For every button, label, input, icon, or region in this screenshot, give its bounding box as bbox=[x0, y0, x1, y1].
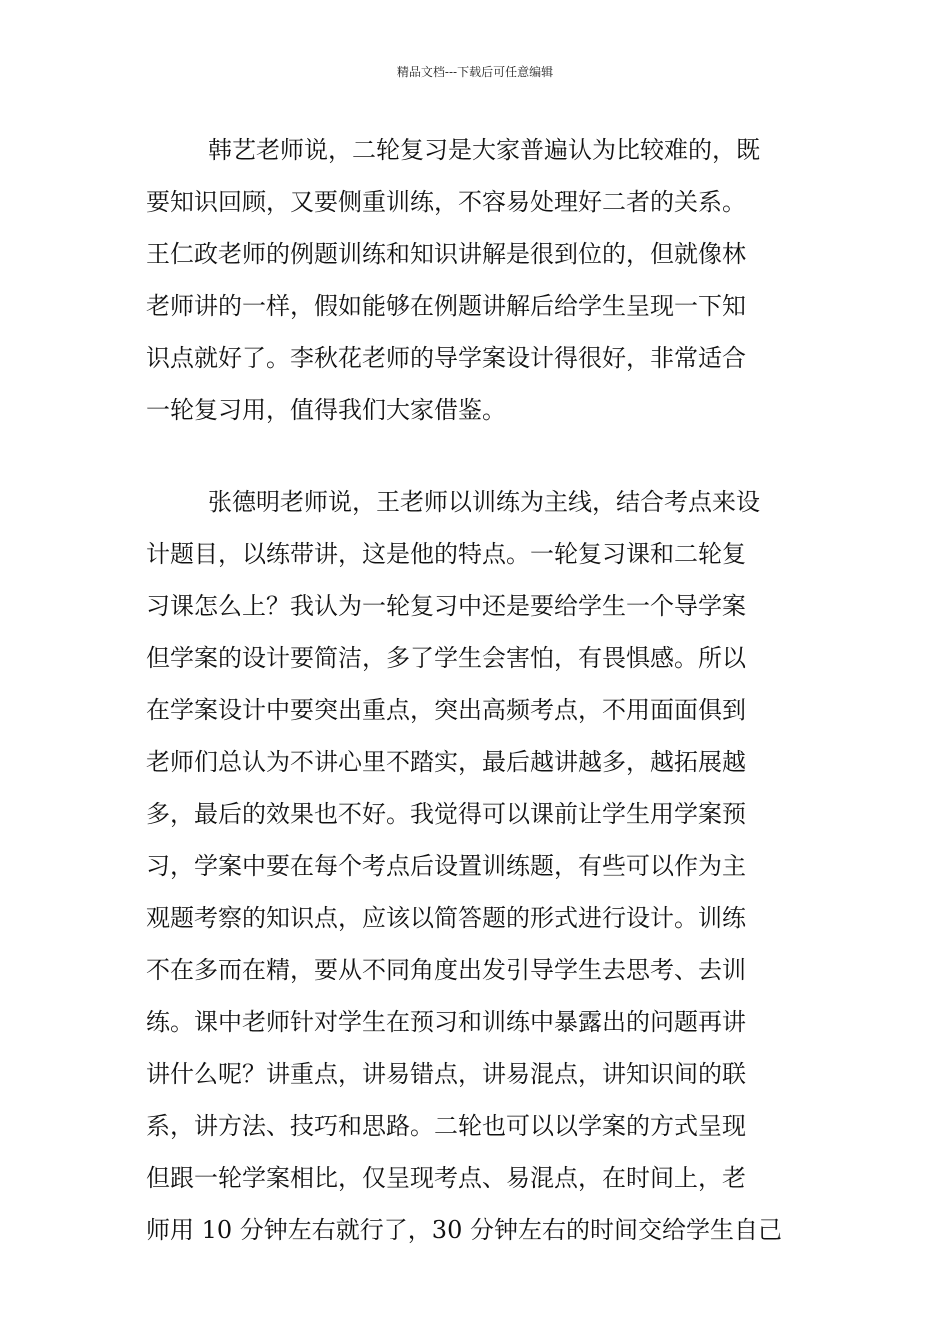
paragraph-line: 但跟一轮学案相比，仅呈现考点、易混点，在时间上，老 bbox=[146, 1164, 746, 1192]
paragraph-line: 习，学案中要在每个考点后设置训练题，有些可以作为主 bbox=[146, 852, 746, 880]
paragraph-line: 一轮复习用，值得我们大家借鉴。 bbox=[146, 396, 506, 424]
paragraph-line: 不在多而在精，要从不同角度出发引导学生去思考、去训 bbox=[146, 956, 746, 984]
paragraph-line: 识点就好了。李秋花老师的导学案设计得很好，非常适合 bbox=[146, 344, 746, 372]
paragraph-line: 要知识回顾，又要侧重训练，不容易处理好二者的关系。 bbox=[146, 188, 746, 216]
paragraph-line: 讲什么呢？讲重点，讲易错点，讲易混点，讲知识间的联 bbox=[146, 1060, 746, 1088]
paragraph-line: 王仁政老师的例题训练和知识讲解是很到位的，但就像林 bbox=[146, 240, 746, 268]
paragraph-line: 韩艺老师说，二轮复习是大家普遍认为比较难的，既 bbox=[208, 136, 760, 164]
paragraph-line: 但学案的设计要简洁，多了学生会害怕，有畏惧感。所以 bbox=[146, 644, 746, 672]
paragraph-line: 观题考察的知识点，应该以简答题的形式进行设计。训练 bbox=[146, 904, 746, 932]
page-header: 精品文档---下载后可任意编辑 bbox=[396, 65, 554, 79]
paragraph-line: 习课怎么上？我认为一轮复习中还是要给学生一个导学案 bbox=[146, 592, 746, 620]
paragraph-zhang-deming bbox=[146, 476, 806, 1256]
paragraph-line: 师用 10 分钟左右就行了，30 分钟左右的时间交给学生自己 bbox=[146, 1216, 782, 1244]
paragraph-line: 老师讲的一样，假如能够在例题讲解后给学生呈现一下知 bbox=[146, 292, 746, 320]
paragraph-line: 练。课中老师针对学生在预习和训练中暴露出的问题再讲 bbox=[146, 1008, 746, 1036]
paragraph-line: 系，讲方法、技巧和思路。二轮也可以以学案的方式呈现 bbox=[146, 1112, 746, 1140]
paragraph-line: 计题目，以练带讲，这是他的特点。一轮复习课和二轮复 bbox=[146, 540, 746, 568]
paragraph-line: 在学案设计中要突出重点，突出高频考点，不用面面俱到 bbox=[146, 696, 746, 724]
paragraph-line: 老师们总认为不讲心里不踏实，最后越讲越多，越拓展越 bbox=[146, 748, 746, 776]
paragraph-line: 张德明老师说，王老师以训练为主线，结合考点来设 bbox=[208, 488, 760, 516]
paragraph-han-yi bbox=[146, 124, 806, 436]
paragraph-line: 多，最后的效果也不好。我觉得可以课前让学生用学案预 bbox=[146, 800, 746, 828]
